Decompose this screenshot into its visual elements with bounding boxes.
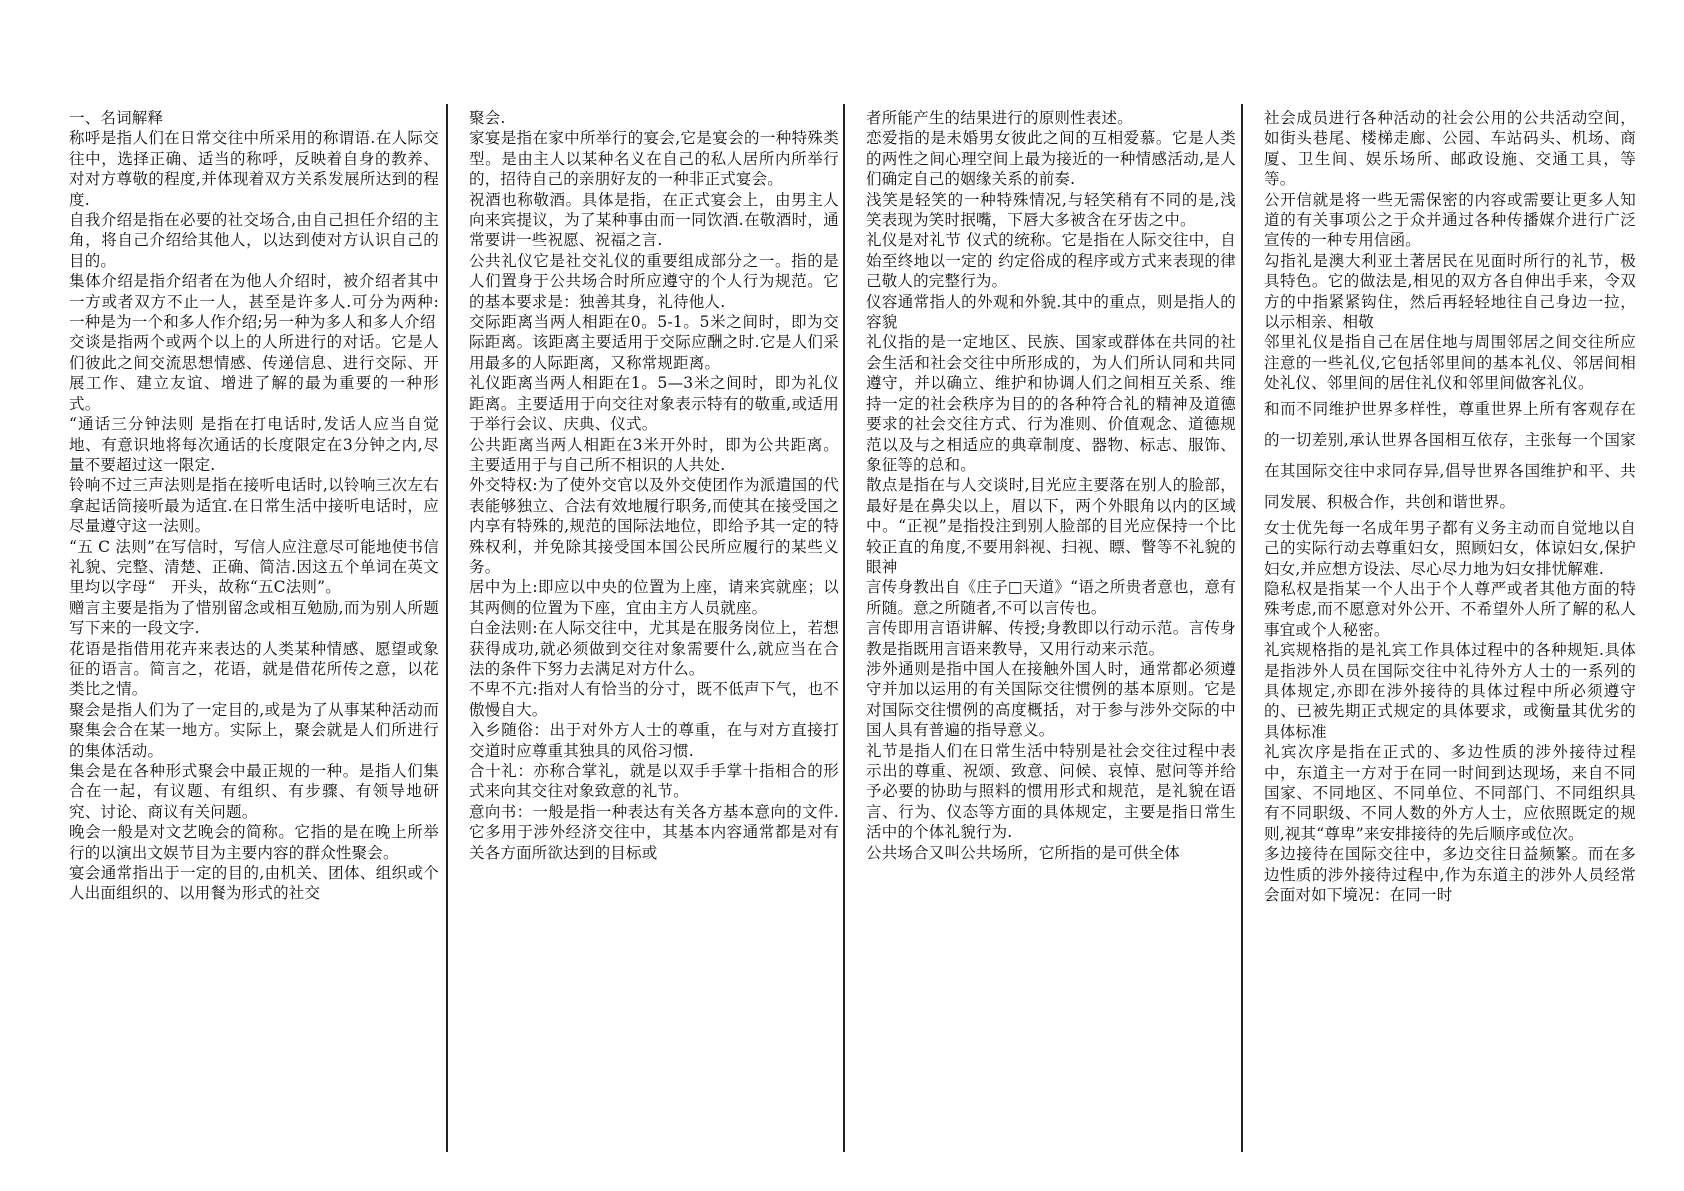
term-paragraph: 铃响不过三声法则是指在接听电话时,以铃响三次左右拿起话筒接听最为适宜.在日常生活中接听电话时，应尽量遵守这一法则。 xyxy=(69,476,439,536)
term-paragraph: 花语是指借用花卉来表达的人类某种情感、愿望或象征的语言。简言之，花语，就是借花所传之意，以花类比之情。 xyxy=(69,639,439,699)
term-paragraph: 公开信就是将一些无需保密的内容或需要让更多人知道的有关事项公之于众并通过各种传播媒介进行广泛宣传的一种专用信函。 xyxy=(1264,190,1636,250)
term-paragraph: 礼宾次序是指在正式的、多边性质的涉外接待过程中，东道主一方对于在同一时间到达现场，来自不同国家、不同地区、不同单位、不同部门、不同组织具有不同职级、不同人数的外方人士，应依照既定的规则,视其“尊卑”来安排接待的先后顺序或位次。 xyxy=(1264,743,1636,843)
term-paragraph: 言传身教出自《庄子□天道》“语之所贵者意也，意有所随。意之所随者,不可以言传也。 xyxy=(866,578,1236,617)
column-divider xyxy=(446,104,448,1152)
term-paragraph: 女士优先每一名成年男子都有义务主动而自觉地以自己的实际行动去尊重妇女，照顾妇女，体谅妇女,保护妇女,并应想方设法、尽心尽力地为妇女排忧解难. xyxy=(1264,518,1636,578)
column-1 xyxy=(69,108,439,1154)
term-paragraph: 宴会通常指出于一定的目的,由机关、团体、组织或个人出面组织的、以用餐为形式的社交 xyxy=(69,864,439,903)
term-paragraph: 晚会一般是对文艺晚会的简称。它指的是在晚上所举行的以演出文娱节目为主要内容的群众性聚会。 xyxy=(69,823,439,862)
column-divider xyxy=(1241,104,1243,1152)
column-3 xyxy=(866,108,1236,1154)
term-paragraph: 社会成员进行各种活动的社会公用的公共活动空间，如街头巷尾、楼梯走廊、公园、车站码头、机场、商厦、卫生间、娱乐场所、邮政设施、交通工具，等等。 xyxy=(1264,109,1636,189)
term-paragraph: 礼宾规格指的是礼宾工作具体过程中的各种规矩.具体是指涉外人员在国际交往中礼待外方人士的一系列的具体规定,亦即在涉外接待的具体过程中所必须遵守的、已被先期正式规定的具体要求，或衡量其优劣的具体标准 xyxy=(1264,641,1636,741)
term-paragraph: 集会是在各种形式聚会中最正规的一种。是指人们集合在一起，有议题、有组织、有步骤、有领导地研究、讨论、商议有关问题。 xyxy=(69,762,439,821)
term-paragraph: 涉外通则是指中国人在接触外国人时，通常都必须遵守并加以运用的有关国际交往惯例的基本原则。它是对国际交往惯例的高度概括，对于参与涉外交际的中国人具有普遍的指导意义。 xyxy=(866,659,1236,740)
term-paragraph: 者所能产生的结果进行的原则性表述。 xyxy=(866,109,1133,127)
term-paragraph: 仪容通常指人的外观和外貌.其中的重点，则是指人的容貌 xyxy=(866,292,1236,332)
term-paragraph: 礼仪距离当两人相距在1。5—3米之间时，即为礼仪距离。主要适用于向交往对象表示特有的敬重,或适用于举行会议、庆典、仪式。 xyxy=(469,374,839,434)
term-paragraph: 称呼是指人们在日常交往中所采用的称谓语.在人际交往中，选择正确、适当的称呼，反映着自身的教养、对对方尊敬的程度,并体现着双方关系发展所达到的程度. xyxy=(69,129,439,209)
column-4 xyxy=(1264,108,1636,1154)
term-paragraph: “五 C 法则”在写信时，写信人应注意尽可能地使书信礼貌、完整、清楚、正确、简洁.因这五个单词在英文里均以字母“ 开头，故称“五C法则”。 xyxy=(69,537,439,597)
term-paragraph: 邻里礼仪是指自己在居住地与周围邻居之间交往所应注意的一些礼仪,它包括邻里间的基本礼仪、邻居间相处礼仪、邻里间的居住礼仪和邻里间做客礼仪。 xyxy=(1264,333,1636,393)
term-paragraph: 集体介绍是指介绍者在为他人介绍时，被介绍者其中一方或者双方不止一人，甚至是许多人.可分为两种:一种是为一个和多人作介绍;另一种为多人和多人介绍 xyxy=(69,272,439,332)
term-paragraph: 恋爱指的是未婚男女彼此之间的互相爱慕。它是人类的两性之间心理空间上最为接近的一种情感活动,是人们确定自己的姻缘关系的前奏. xyxy=(866,129,1236,189)
term-paragraph: 礼节是指人们在日常生活中特别是社会交往过程中表示出的尊重、祝颂、致意、问候、哀悼、慰问等并给予必要的协助与照料的惯用形式和规范，是礼貌在语言、行为、仪态等方面的具体规定，主要是指日常生活中的个体礼貌行为. xyxy=(866,741,1236,842)
term-paragraph: 礼仪指的是一定地区、民族、国家或群体在共同的社会生活和社会交往中所形成的，为人们所认同和共同遵守，并以确立、维护和协调人们之间相互关系、维持一定的社会秩序为目的的各种符合礼的精神及道德要求的社会交往方式、行为准则、价值观念、道德规范以及与之相适应的典章制度、器物、标志、服饰、象征等的总和。 xyxy=(866,333,1236,474)
term-paragraph: 言传即用言语讲解、传授;身教即以行动示范。言传身教是指既用言语来教导，又用行动来示范。 xyxy=(866,619,1236,658)
term-paragraph: 多边接待在国际交往中，多边交往日益频繁。而在多边性质的涉外接待过程中,作为东道主的涉外人员经常会面对如下境况：在同一时 xyxy=(1264,845,1636,904)
term-paragraph: 入乡随俗：出于对外方人士的尊重，在与对方直接打交道时应尊重其独具的风俗习惯. xyxy=(469,721,839,760)
term-paragraph: 交际距离当两人相距在0。5-1。5米之间时，即为交际距离。该距离主要适用于交际应酬之时.它是人们采用最多的人际距离，又称常规距离。 xyxy=(469,313,839,372)
term-paragraph: 不卑不亢:指对人有恰当的分寸，既不低声下气，也不傲慢自大。 xyxy=(469,680,839,719)
section-heading: 一、名词解释 xyxy=(69,109,164,127)
term-paragraph: 勾指礼是澳大利亚土著居民在见面时所行的礼节，极具特色。它的做法是,相见的双方各自伸出手来，令双方的中指紧紧钩住，然后再轻轻地往自己身边一拉，以示相亲、相敬 xyxy=(1264,251,1636,332)
term-paragraph: “通话三分钟法则 是指在打电话时,发话人应当自觉地、有意识地将每次通话的长度限定在3分钟之内,尽量不要超过这一限定. xyxy=(69,415,439,474)
term-paragraph: 自我介绍是指在必要的社交场合,由自己担任介绍的主角，将自己介绍给其他人，以达到使对方认识自己的目的。 xyxy=(69,211,439,270)
term-paragraph: 礼仪是对礼节 仪式的统称。它是指在人际交往中，自始至终地以一定的 约定俗成的程序或方式来表现的律己敬人的完整行为。 xyxy=(866,231,1236,291)
term-paragraph: 交谈是指两个或两个以上的人所进行的对话。它是人们彼此之间交流思想情感、传递信息、进行交际、开展工作、建立友谊、增进了解的最为重要的一种形式。 xyxy=(69,333,439,413)
term-paragraph: 散点是指在与人交谈时,目光应主要落在别人的脸部，最好是在鼻尖以上，眉以下，两个外眼角以内的区域中。“正视”是指投注到别人脸部的目光应保持一个比较正直的角度,不要用斜视、扫视、瞟、瞥等不礼貌的眼神 xyxy=(866,476,1236,576)
term-paragraph: 居中为上:即应以中央的位置为上座，请来宾就座；以其两侧的位置为下座，宜由主方人员就座。 xyxy=(469,578,839,617)
term-paragraph: 意向书：一般是指一种表达有关各方基本意向的文件.它多用于涉外经济交往中，其基本内容通常都是对有关各方面所欲达到的目标或 xyxy=(469,802,839,862)
term-paragraph: 浅笑是轻笑的一种特殊情况,与轻笑稍有不同的是,浅笑表现为笑时抿嘴，下唇大多被含在牙齿之中。 xyxy=(866,190,1236,230)
term-paragraph: 合十礼：亦称合掌礼，就是以双手手掌十指相合的形式来向其交往对象致意的礼节。 xyxy=(469,762,839,801)
term-paragraph: 聚会. xyxy=(469,109,506,127)
term-paragraph: 白金法则:在人际交往中，尤其是在服务岗位上，若想获得成功,就必须做到交往对象需要什么,就应当在合法的条件下努力去满足对方什么。 xyxy=(469,619,839,678)
term-paragraph: 聚会是指人们为了一定目的,或是为了从事某种活动而聚集会合在某一地方。实际上，聚会就是人们所进行的集体活动。 xyxy=(69,700,439,760)
term-paragraph: 公共礼仪它是社交礼仪的重要组成部分之一。指的是人们置身于公共场合时所应遵守的个人行为规范。它的基本要求是：独善其身，礼待他人. xyxy=(469,251,839,311)
term-paragraph: 赠言主要是指为了惜别留念或相互勉励,而为别人所题写下来的一段文字. xyxy=(69,598,439,638)
term-paragraph: 公共场合又叫公共场所，它所指的是可供全体 xyxy=(866,843,1181,862)
term-paragraph: 隐私权是指某一个人出于个人尊严或者其他方面的特殊考虑,而不愿意对外公开、不希望外人所了解的私人事宜或个人秘密。 xyxy=(1264,579,1636,639)
term-paragraph: 和而不同维护世界多样性，尊重世界上所有客观存在的一切差别,承认世界各国相互依存，主张每一个国家在其国际交往中求同存异,倡导世界各国维护和平、共同发展、积极合作，共创和谐世界。 xyxy=(1264,399,1636,511)
column-divider xyxy=(843,104,845,1152)
term-paragraph: 外交特权:为了使外交官以及外交使团作为派遣国的代表能够独立、合法有效地履行职务,而使其在接受国之内享有特殊的,规范的国际法地位，即给予其一定的特殊权利，并免除其接受国本国公民所应履行的某些义务。 xyxy=(469,476,839,576)
column-2 xyxy=(469,108,839,1154)
term-paragraph: 公共距离当两人相距在3米开外时，即为公共距离。主要适用于与自己所不相识的人共处. xyxy=(469,435,839,474)
term-paragraph: 家宴是指在家中所举行的宴会,它是宴会的一种特殊类型。是由主人以某种名义在自己的私人居所内所举行的，招待自己的亲朋好友的一种非正式宴会。 xyxy=(469,129,839,189)
term-paragraph: 祝酒也称敬酒。具体是指，在正式宴会上，由男主人向来宾提议，为了某种事由而一同饮酒.在敬酒时，通常要讲一些祝愿、祝福之言. xyxy=(469,190,839,250)
